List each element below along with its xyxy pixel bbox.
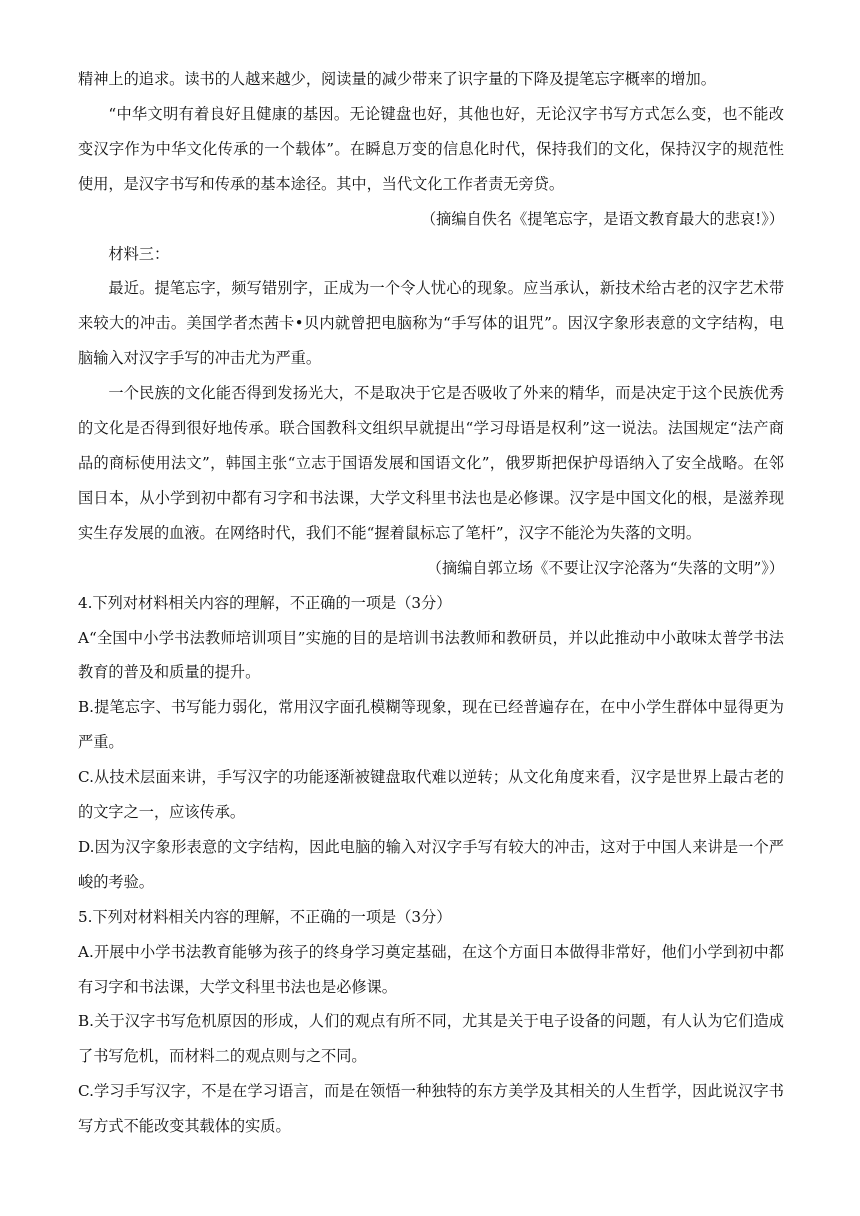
question-option: B.提笔忘字、书写能力弱化，常用汉字面孔模糊等现象，现在已经普遍存在，在中小学生群体中显得更为严重。 (78, 698, 784, 752)
paragraph: “中华文明有着良好且健康的基因。无论键盘也好，其他也好，无论汉字书写方式怎么变，也不能改变汉字作为中华文化传承的一个载体”。在瞬息万变的信息化时代，保持我们的文化，保持汉字的规范性使用，是汉字书写和传承的基本途径。其中，当代文化工作者责无旁贷。 (78, 104, 784, 193)
section-heading: 材料三： (108, 244, 170, 263)
question-option: A.开展中小学书法教育能够为孩子的终身学习奠定基础，在这个方面日本做得非常好，他们小学到初中都有习字和书法课，大学文科里书法也是必修课。 (78, 942, 784, 996)
question-stem: 4.下列对材料相关内容的理解，不正确的一项是（3分） (78, 593, 452, 612)
source-citation: （摘编自佚名《提笔忘字，是语文教育最大的悲哀!》） (420, 209, 784, 228)
question-option: A“全国中小学书法教师培训项目”实施的目的是培训书法教师和教研员，并以此推动中小敢味太普学书法教育的普及和质量的提升。 (78, 628, 784, 682)
paragraph: 一个民族的文化能否得到发扬光大，不是取决于它是否吸收了外来的精华，而是决定于这个民族优秀的文化是否得到很好地传承。联合国教科文组织早就提出“学习母语是权利”这一说法。法国规定“法产商品的商标使用法文”，韩国主张“立志于国语发展和国语文化”，俄罗斯把保护母语纳入了安全战略。在邻国日本，从小学到初中都有习字和书法课，大学文科里书法也是必修课。汉字是中国文化的根，是滋养现实生存发展的血液。在网络时代，我们不能“握着鼠标忘了笔杆”，汉字不能沦为失落的文明。 (78, 384, 784, 542)
paragraph: 最近。提笔忘字，频写错别字，正成为一个令人忧心的现象。应当承认，新技术给古老的汉字艺术带来较大的冲击。美国学者杰茜卡•贝内就曾把电脑称为“手写体的诅咒”。因汉字象形表意的文字结构，电脑输入对汉字手写的冲击尤为严重。 (78, 279, 784, 368)
question-option: D.因为汉字象形表意的文字结构，因此电脑的输入对汉字手写有较大的冲击，这对于中国人来讲是一个严峻的考验。 (78, 837, 784, 891)
question-option: C.从技术层面来讲，手写汉字的功能逐渐被键盘取代难以逆转；从文化角度来看，汉字是世界上最古老的的文字之一，应该传承。 (78, 768, 784, 822)
question-option: C.学习手写汉字，不是在学习语言，而是在领悟一种独特的东方美学及其相关的人生哲学，因此说汉字书写方式不能改变其载体的实质。 (78, 1082, 784, 1136)
source-citation: （摘编自郭立场《不要让汉字沦落为“失落的文明”》） (426, 558, 784, 577)
document-page (78, 62, 784, 1144)
question-stem: 5.下列对材料相关内容的理解，不正确的一项是（3分） (78, 907, 452, 926)
question-option: B.关于汉字书写危机原因的形成，人们的观点有所不同，尤其是关于电子设备的问题，有人认为它们造成了书写危机，而材料二的观点则与之不同。 (78, 1012, 784, 1066)
paragraph: 精神上的追求。读书的人越来越少，阅读量的减少带来了识字量的下降及提笔忘字概率的增加。 (78, 70, 716, 88)
